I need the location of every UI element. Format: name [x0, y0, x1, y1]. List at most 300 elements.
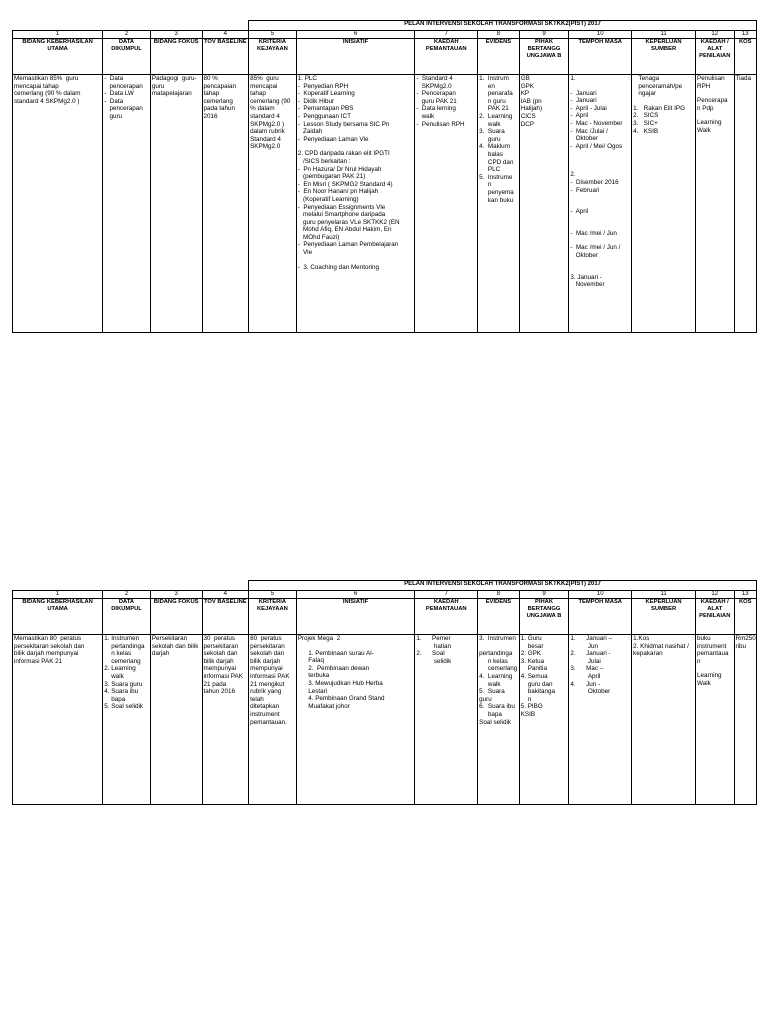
cell-line: standard 4 SKPMg2.0 )	[14, 97, 80, 105]
cell-line: n guru	[479, 97, 506, 105]
column-number: 5	[249, 31, 297, 39]
cell-line: mencapai	[250, 82, 278, 90]
cell-line: selidik	[416, 657, 452, 665]
cell-line: 5. PIBG	[520, 703, 543, 711]
cell-line: - Penyedian RPH	[297, 82, 349, 90]
cell-spacer	[570, 157, 630, 164]
cell-line: 1. PLC	[297, 75, 317, 82]
cell-spacer	[697, 90, 733, 97]
column-number: 6	[296, 31, 415, 39]
cell-line: telah	[250, 695, 264, 703]
cell-data-dikumpul	[103, 75, 151, 333]
cell-line: pertandinga	[104, 642, 145, 650]
cell-line: matapelajaran	[151, 90, 192, 98]
cell-line: Standard 4	[250, 135, 281, 143]
cell-line: 3. Ketua	[520, 657, 545, 665]
cell-line: 1.Kos	[633, 635, 650, 642]
cell-line: SKPMg2.0	[416, 82, 452, 90]
cell-line: 1. Pembinaan surau Al-	[297, 649, 374, 657]
cell-line: 3. Suara guru	[104, 680, 143, 688]
cell-line: pada tahun	[203, 105, 236, 113]
column-header: TEMPOH MASA	[569, 39, 632, 75]
cell-line: melalui Smartphone daripada	[297, 211, 386, 219]
cell-line: pemantauan.	[250, 718, 287, 726]
cell-line: IAB (pn	[520, 97, 542, 105]
column-number: 2	[103, 31, 151, 39]
cell-line: 2016	[203, 112, 218, 120]
cell-line: 4. Semua	[520, 672, 548, 680]
cell-line: Memastikan 80 peratus	[14, 635, 82, 642]
column-header: KAEDAH PEMANTAUAN	[415, 39, 478, 75]
cell-line: 2. GPK	[520, 650, 541, 658]
cell-line: penarafa	[479, 90, 513, 98]
cell-line: - En Misri ( SKPMG2 Standard 4)	[297, 180, 393, 188]
cell-line: 30 peratus	[203, 635, 236, 642]
cell-line: 3. Mewujudkan Hub Herba	[297, 679, 383, 687]
cell-line: persekitaran sekolah dan	[14, 642, 85, 650]
cell-line: - Data lerning	[416, 105, 456, 113]
cell-line: Tiada	[735, 75, 752, 82]
cell-line: cemerlang	[479, 665, 518, 673]
cell-line: ditetapkan	[250, 703, 280, 711]
cell-bidang-keberhasilan	[13, 75, 103, 333]
cell-keperluan-sumber	[632, 635, 696, 805]
column-number: 7	[415, 591, 478, 599]
column-header: KEPERLUAN SUMBER	[632, 599, 696, 635]
column-header: PIHAK BERTANGG UNGJAWA B	[519, 39, 569, 75]
cell-line: SKPMg2.0	[250, 143, 281, 151]
cell-line: en	[479, 82, 495, 90]
cell-spacer	[570, 267, 630, 274]
cell-line: tahap	[250, 90, 266, 98]
cell-line: 4. Suara ibu	[104, 688, 139, 696]
cell-line: 4. Jun -	[570, 680, 601, 688]
cell-inisiatif	[296, 75, 415, 333]
column-number: 2	[103, 591, 151, 599]
cell-line: pemantaua	[697, 650, 729, 658]
cell-spacer	[570, 194, 630, 201]
cell-line: - April	[570, 112, 589, 120]
cell-line: informasi PAK 21	[14, 657, 63, 665]
cell-line: 5. Suara guru	[479, 688, 507, 703]
cell-line: walk	[479, 680, 501, 688]
cell-line: MOhd Fauzi)	[297, 233, 340, 241]
cell-line: - April	[570, 208, 589, 216]
cell-line: 5. Soal selidik	[104, 703, 144, 711]
cell-spacer	[697, 112, 733, 119]
cell-spacer	[697, 665, 733, 672]
cell-line: guru penyelaras VLe SKTKK2 (EN	[297, 218, 400, 226]
cell-line: CPD dan	[479, 158, 514, 166]
cell-line: % dalam	[250, 105, 275, 113]
cell-tov-baseline	[202, 635, 249, 805]
cell-spacer	[298, 643, 414, 650]
cell-line: 2. SICS	[633, 112, 659, 120]
cell-tov-baseline	[202, 75, 249, 333]
cell-line: 4. Maklum	[479, 143, 510, 151]
cell-line: 2. CPD daripada rakan elit IPGTI	[297, 150, 390, 158]
cell-tempoh-masa	[569, 635, 632, 805]
column-header: PIHAK BERTANGG UNGJAWA B	[519, 599, 569, 635]
cell-line: guru PAK 21	[416, 97, 457, 105]
cell-line: - Mac /mei / Jun	[570, 229, 617, 237]
cell-line: PLC	[479, 166, 501, 174]
cell-line: guru	[479, 135, 501, 143]
cell-line: 6. Suara ibu	[479, 703, 515, 711]
column-number: 10	[569, 31, 632, 39]
column-header: BIDANG KEBERHASILAN UTAMA	[13, 39, 103, 75]
cell-line: - Koperatif Learning	[297, 90, 355, 98]
cell-kos	[734, 75, 756, 333]
cell-line: sekolah dan bilik	[151, 642, 199, 650]
cell-inisiatif	[296, 635, 415, 805]
cell-line: pencapaian	[203, 82, 237, 90]
cell-pihak-bertanggungjawab	[519, 75, 569, 333]
cell-line: - Mac - November	[570, 119, 623, 127]
column-number: 5	[249, 591, 297, 599]
cell-line: (Koperatif Learning)	[297, 195, 359, 203]
cell-pihak-bertanggungjawab	[519, 635, 569, 805]
column-number: 8	[478, 591, 520, 599]
cell-line: - Pemantapan PBS	[297, 105, 354, 113]
cell-line: 4. Learning	[479, 672, 513, 680]
cell-line: 1. Rakan Elit IPG	[633, 104, 685, 112]
cell-line: 4. Pembinaan Grand Stand	[297, 695, 385, 703]
column-number: 12	[696, 591, 735, 599]
cell-line: tahap	[203, 90, 220, 98]
cell-line: Mohd Afiq, EN Abdul Hakim, En	[297, 226, 392, 234]
cell-line: cemerlang (90 % dalam	[14, 90, 81, 98]
column-header: DATA DIKUMPUL	[103, 599, 151, 635]
cell-line: Padagogi guru-	[151, 75, 197, 82]
cell-line: n	[697, 657, 701, 665]
cell-kriteria-kejayaan	[249, 635, 297, 805]
cell-kriteria-kejayaan	[249, 75, 297, 333]
cell-line: - April - Julai	[570, 104, 607, 112]
cell-line: RPH	[697, 82, 711, 90]
cell-line: sekolah dan	[203, 650, 238, 658]
cell-line: besar	[520, 642, 544, 650]
cell-line: 1.	[570, 75, 576, 82]
cell-line: tahun 2016	[203, 688, 236, 696]
cell-line: walk	[416, 112, 435, 120]
cell-line: - Data LW	[104, 90, 134, 98]
cell-line: 2. Soal	[416, 650, 445, 658]
cell-line: n kelas	[479, 657, 508, 665]
cell-line: guru dan	[520, 680, 553, 688]
column-header: KEPERLUAN SUMBER	[632, 39, 696, 75]
cell-line: - Lesson Study bersama SIC Pn	[297, 120, 390, 128]
cell-line: penyema	[479, 188, 514, 196]
cell-line: 80 %	[203, 75, 218, 82]
cell-tempoh-masa	[569, 75, 632, 333]
cell-line: n	[520, 695, 532, 703]
cell-line: darjah	[151, 650, 170, 658]
cell-line: kan buku	[479, 196, 514, 204]
cell-line: bilik darjah	[250, 657, 281, 665]
cell-line: - April / Mei/ Ogos	[570, 142, 623, 150]
cell-line: GPK	[520, 82, 534, 90]
cell-line: terbuka	[297, 672, 330, 680]
cell-line: rubrik yang	[250, 688, 282, 696]
cell-line: Penulisan	[697, 75, 725, 82]
column-number: 11	[632, 591, 696, 599]
cell-line: - Didik Hibur	[297, 97, 335, 105]
cell-line: 80 peratus	[250, 635, 282, 642]
cell-line: 21 mengikut	[250, 680, 285, 688]
cell-line: - Penulisan RPH	[416, 120, 465, 128]
cell-line: Oktober	[570, 688, 611, 696]
column-header: KOS	[734, 599, 756, 635]
cell-line: - Mac /mei / Jun /	[570, 244, 621, 252]
cell-spacer	[570, 201, 630, 208]
cell-line: bapa	[479, 710, 502, 718]
cell-line: Projek Mega 2	[297, 635, 341, 642]
cell-line: - Standard 4	[416, 75, 453, 82]
cell-line: 1. Pemer	[416, 635, 451, 642]
cell-spacer	[633, 98, 694, 105]
cell-spacer	[298, 143, 414, 150]
intervention-plan-table-1	[12, 20, 757, 333]
table-title: PELAN INTERVENSI SEKOLAH TRANSFORMASI SKTKK2(PIST) 2017	[249, 21, 757, 31]
column-header: BIDANG KEBERHASILAN UTAMA	[13, 599, 103, 635]
cell-line: 2. Learning	[479, 112, 513, 120]
cell-line: Rm250	[735, 635, 756, 642]
cell-line: Soal selidik	[479, 718, 511, 726]
cell-spacer	[570, 223, 630, 230]
column-number: 9	[519, 591, 569, 599]
cell-evidens	[478, 635, 520, 805]
cell-line: penceramah/pe	[633, 82, 683, 90]
cell-line: Walk	[697, 679, 711, 687]
cell-line: 85% guru	[250, 75, 279, 82]
cell-line: Learning	[697, 672, 722, 680]
cell-line: - Data	[104, 97, 124, 105]
cell-line: standard 4	[250, 112, 280, 120]
cell-line: n kelas	[104, 650, 132, 658]
cell-line: SKPMg2.0 )	[250, 120, 285, 128]
cell-line: KP	[520, 90, 530, 98]
cell-kaedah-pemantauan	[415, 75, 478, 333]
cell-kaedah-penilaian	[696, 75, 735, 333]
cell-line: Zaidah	[297, 128, 323, 136]
cell-line: - Disember 2016	[570, 178, 619, 186]
cell-line: 4. KSIB	[633, 127, 659, 135]
column-number: 10	[569, 591, 632, 599]
cell-spacer	[570, 216, 630, 223]
cell-line: 3. Mac –	[570, 665, 604, 673]
cell-line: cemerlang	[203, 97, 233, 105]
cell-line: n	[479, 181, 492, 189]
cell-line: bakitanga	[520, 688, 555, 696]
column-header: KAEDAH / ALAT PENILAIAN	[696, 599, 735, 635]
column-number: 4	[202, 31, 249, 39]
cell-line: Walk	[697, 126, 711, 134]
column-number: 7	[415, 31, 478, 39]
cell-line: buku	[697, 635, 711, 642]
cell-line: pencerapan	[104, 105, 143, 113]
column-header: INISIATIF	[296, 599, 415, 635]
cell-line: persekitaran	[203, 642, 239, 650]
column-header: TOV BASELINE	[202, 39, 249, 75]
cell-line: 2. Pembinaan dewan	[297, 664, 370, 672]
cell-line: 5. Instrume	[479, 173, 513, 181]
cell-line: Lestari	[297, 687, 328, 695]
cell-line: instrument	[697, 642, 727, 650]
column-header: KRITERIA KEJAYAAN	[249, 39, 297, 75]
cell-line: Tenaga	[633, 75, 660, 82]
cell-line: kepakaran	[633, 650, 663, 658]
cell-line: n Pdp	[697, 104, 714, 112]
cell-spacer	[570, 164, 630, 171]
cell-line: - Pencerapan	[416, 90, 456, 98]
cell-line: - Penggunaan ICT	[297, 112, 351, 120]
cell-line: Halijah)	[520, 105, 543, 113]
column-number: 8	[478, 31, 520, 39]
cell-line: guru	[151, 82, 165, 90]
column-number: 13	[734, 591, 756, 599]
cell-keperluan-sumber	[632, 75, 696, 333]
cell-line: pertandinga	[479, 642, 513, 658]
cell-line: informasi PAK	[203, 672, 243, 680]
cell-line: balas	[479, 150, 503, 158]
cell-line: - En Noor Hanan/ pn Halijah	[297, 188, 379, 196]
column-number: 11	[632, 31, 696, 39]
cell-line: DCP	[520, 120, 534, 128]
cell-line: - Penyediaan Laman Pembelajaran	[297, 241, 399, 249]
column-header: DATA DIKUMPUL	[103, 39, 151, 75]
cell-line: GB	[520, 75, 530, 82]
cell-line: persekitaran	[250, 642, 285, 650]
cell-line: walk	[104, 672, 124, 680]
cell-line: cemerlang	[104, 657, 141, 665]
cell-line: bilik darjah mempunyai	[14, 650, 79, 658]
intervention-plan-table-2	[12, 580, 757, 805]
cell-bidang-keberhasilan	[13, 635, 103, 805]
cell-line: bilik darjah	[203, 657, 234, 665]
cell-line: /SICS berkaitan :	[297, 157, 351, 165]
cell-line: Oktober	[570, 135, 598, 143]
cell-line: KSIB	[520, 710, 536, 718]
column-number: 12	[696, 31, 735, 39]
cell-line: 21 pada	[203, 680, 227, 688]
cell-line: - Januari	[570, 97, 597, 105]
cell-line: Pencerapa	[697, 97, 728, 105]
cell-spacer	[570, 83, 630, 90]
cell-line: sekolah dan	[250, 650, 285, 658]
cell-spacer	[570, 260, 630, 267]
cell-line: 3. Januari -	[570, 273, 602, 281]
cell-spacer	[570, 150, 630, 157]
cell-line: 3. SIC+	[633, 119, 658, 127]
column-number: 3	[150, 31, 202, 39]
cell-line: Persekitaran	[151, 635, 188, 642]
cell-spacer	[570, 237, 630, 244]
column-number: 13	[734, 31, 756, 39]
cell-line: - Mac /Julai /	[570, 127, 608, 135]
cell-line: 3. Instrumen	[479, 635, 516, 642]
cell-line: - Data	[104, 75, 124, 82]
cell-kos	[734, 635, 756, 805]
column-header: KAEDAH PEMANTAUAN	[415, 599, 478, 635]
cell-line: CICS	[520, 112, 536, 120]
column-header: EVIDENS	[478, 599, 520, 635]
cell-line: walk	[479, 120, 501, 128]
column-number: 4	[202, 591, 249, 599]
cell-line: 2. Learning	[104, 665, 136, 673]
cell-line: guru	[104, 112, 123, 120]
cell-line: - 3. Coaching dan Mentoring	[297, 263, 379, 271]
column-header: KRITERIA KEJAYAAN	[249, 599, 297, 635]
cell-line: instrument	[250, 710, 280, 718]
cell-bidang-fokus	[150, 635, 202, 805]
table-title: PELAN INTERVENSI SEKOLAH TRANSFORMASI SKTKK2(PIST) 2017	[249, 581, 757, 591]
column-number: 1	[13, 591, 103, 599]
cell-kaedah-penilaian	[696, 635, 735, 805]
column-header: BIDANG FOKUS	[150, 599, 202, 635]
cell-line: - Februari	[570, 186, 600, 194]
cell-line: mempunyai	[203, 665, 237, 673]
cell-line: - Penyediaan Essignments Vle	[297, 203, 386, 211]
cell-line: ngajar	[633, 90, 656, 98]
cell-line: (pembugaran PAK 21)	[297, 173, 366, 181]
column-header: KAEDAH / ALAT PENILAIAN	[696, 39, 735, 75]
cell-line: - Penyediaan Laman Vle	[297, 135, 369, 143]
cell-line: November	[570, 281, 605, 289]
column-number: 9	[519, 31, 569, 39]
cell-line: Falaq	[297, 657, 324, 665]
cell-line: mempunyai	[250, 665, 283, 673]
cell-line: Oktober	[570, 251, 598, 259]
cell-evidens	[478, 75, 520, 333]
cell-kaedah-pemantauan	[415, 635, 478, 805]
cell-line: 2.	[570, 171, 576, 179]
cell-line: 2. Januari -	[570, 650, 611, 658]
cell-line: Memastikan 85% guru	[14, 75, 79, 82]
cell-line: - Januari	[570, 89, 597, 97]
cell-line: informasi PAK	[250, 672, 290, 680]
cell-bidang-fokus	[150, 75, 202, 333]
cell-line: PAK 21	[479, 105, 509, 113]
cell-line: Panitia	[520, 665, 547, 673]
cell-line: April	[570, 672, 601, 680]
cell-line: 1. Guru	[520, 635, 542, 642]
cell-line: Jun	[570, 642, 598, 650]
cell-line: Vle	[297, 249, 313, 257]
column-header: EVIDENS	[478, 39, 520, 75]
cell-line: - Pn Hazura/ Dr Nrul Hidayah	[297, 165, 382, 173]
column-header: INISIATIF	[296, 39, 415, 75]
cell-line: bapa	[104, 695, 126, 703]
column-number: 6	[296, 591, 415, 599]
cell-line: pencerapan	[104, 82, 143, 90]
column-header: TEMPOH MASA	[569, 599, 632, 635]
cell-line: 2. Khidmat nasihat /	[633, 642, 689, 650]
cell-line: Learning	[697, 119, 722, 127]
cell-line: Muafakat johor	[297, 702, 350, 710]
cell-line: hatian	[416, 642, 451, 650]
cell-line: dalam rubrik	[250, 128, 285, 136]
cell-line: cemerlang (90	[250, 97, 291, 105]
cell-line: mencapai tahap	[14, 82, 59, 90]
cell-line: 1. Instrumen	[104, 635, 140, 642]
cell-data-dikumpul	[103, 635, 151, 805]
cell-spacer	[298, 257, 414, 264]
column-header: KOS	[734, 39, 756, 75]
cell-line: 1. Instrum	[479, 75, 509, 82]
cell-line: 3. Suara	[479, 128, 505, 136]
cell-line: ribu	[735, 642, 747, 650]
